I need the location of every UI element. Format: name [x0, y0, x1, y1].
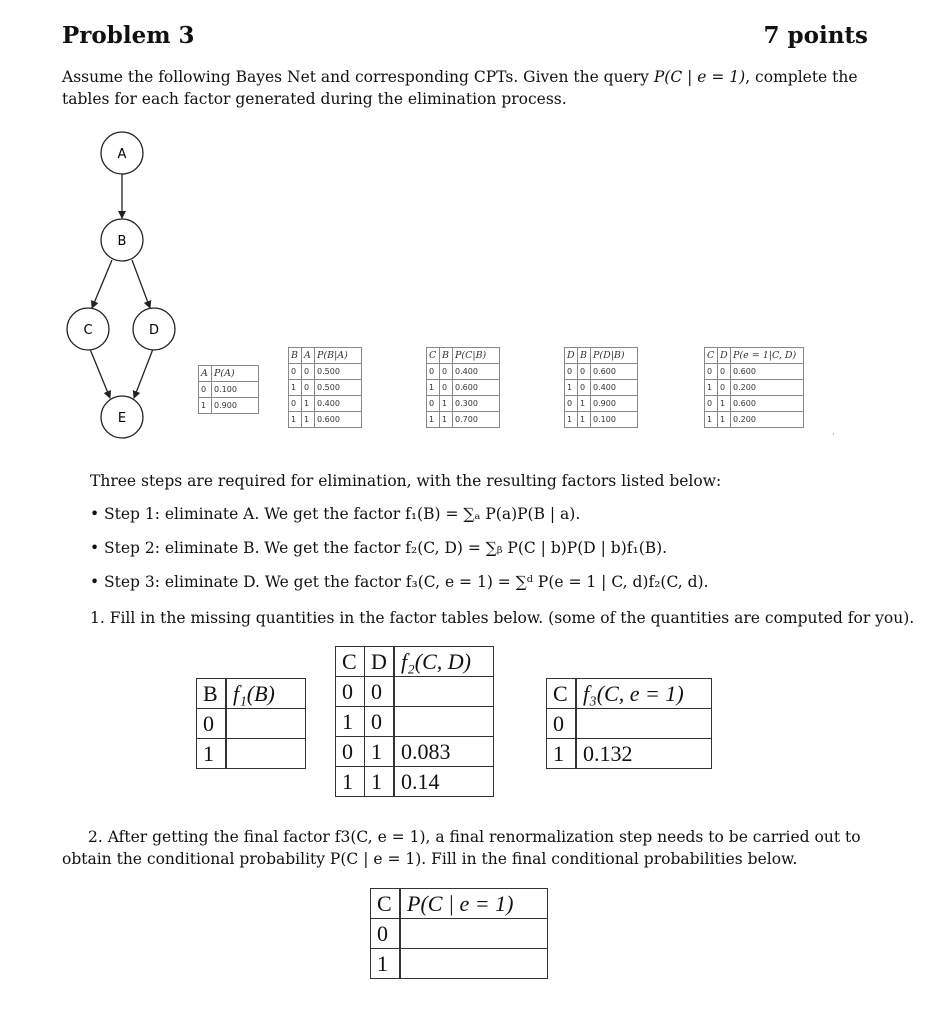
cpt-row	[289, 364, 362, 380]
factor-header-row	[336, 647, 494, 677]
cpt-header-row	[427, 348, 500, 364]
node-e	[101, 396, 143, 438]
cpt-row	[565, 380, 638, 396]
cpt-cell: 0	[427, 396, 440, 412]
factor-header: f₃(C, e = 1)	[576, 679, 712, 709]
step-text: Step 2: eliminate B. We get the factor f₂(C, D) = ∑ᵦ P(C | b)P(D | b)f₁(B).	[104, 539, 668, 557]
cpt-cell: 0	[302, 380, 315, 396]
cpt-header: P(C|B)	[453, 348, 500, 364]
cpt-row	[427, 412, 500, 428]
cpt-row	[427, 396, 500, 412]
cpt-row	[705, 364, 804, 380]
question-1: 1. Fill in the missing quantities in the factor tables below. (some of the quantities are computed for you).	[90, 609, 915, 627]
cpt-cell: 0	[427, 364, 440, 380]
cpt-header: P(D|B)	[591, 348, 638, 364]
stray-mark: ‘	[832, 432, 835, 441]
final-answer-cell[interactable]	[400, 919, 548, 949]
cpt-header: B	[289, 348, 302, 364]
points-label: 7 points	[763, 22, 868, 49]
factor-header: f₂(C, D)	[394, 647, 494, 677]
final-header: C	[371, 889, 401, 919]
cpt-cell: 1	[705, 412, 718, 428]
factor-value-cell: 0.083	[394, 737, 494, 767]
cpt-row	[565, 396, 638, 412]
factor-row	[336, 767, 494, 797]
cpt-cell: 0	[578, 364, 591, 380]
cpt-p-a	[198, 365, 259, 414]
cpt-cell: 1	[565, 380, 578, 396]
factor-row	[197, 709, 306, 739]
factor-table-f3	[546, 678, 712, 769]
cpt-cell: 0.600	[591, 364, 638, 380]
factor-cell: 0	[336, 677, 365, 707]
cpt-cell: 0.100	[212, 382, 259, 398]
factor-cell: 1	[365, 737, 395, 767]
cpt-header: B	[440, 348, 453, 364]
cpt-header: P(e = 1|C, D)	[731, 348, 804, 364]
edge-b-c	[92, 260, 112, 308]
cpt-row	[565, 412, 638, 428]
cpt-cell: 1	[302, 396, 315, 412]
cpt-cell: 0	[565, 396, 578, 412]
factor-value-cell: 0.14	[394, 767, 494, 797]
cpt-row	[199, 398, 259, 414]
cpt-cell: 0.700	[453, 412, 500, 428]
cpt-cell: 0.600	[731, 396, 804, 412]
cpt-header: C	[705, 348, 718, 364]
cpt-cell: 0.600	[453, 380, 500, 396]
question-2: 2. After getting the final factor f3(C, e = 1), a final renormalization step needs to be carried out to obtain the conditional probability P(C | e = 1). Fill in the final conditional probabilities below.	[62, 828, 861, 868]
factor-row	[547, 739, 712, 769]
cpt-cell: 1	[718, 396, 731, 412]
factor-cell: 1	[336, 707, 365, 737]
node-c	[67, 308, 109, 350]
cpt-cell: 0.300	[453, 396, 500, 412]
cpt-header: C	[427, 348, 440, 364]
factor-row	[336, 737, 494, 767]
factor-header-row	[197, 679, 306, 709]
final-cell: 0	[371, 919, 401, 949]
node-c-label: C	[83, 323, 93, 338]
cpt-cell: 0.900	[591, 396, 638, 412]
final-header-row	[371, 889, 548, 919]
cpt-cell: 1	[440, 396, 453, 412]
factor-answer-cell[interactable]	[226, 709, 306, 739]
cpt-cell: 0.400	[453, 364, 500, 380]
cpt-cell: 0	[705, 364, 718, 380]
factor-header: C	[336, 647, 365, 677]
factor-row	[336, 707, 494, 737]
cpt-header: A	[199, 366, 212, 382]
cpt-cell: 1	[718, 412, 731, 428]
node-e-label: E	[117, 411, 127, 426]
cpt-cell: 1	[199, 398, 212, 414]
cpt-cell: 0.600	[315, 412, 362, 428]
final-header: P(C | e = 1)	[400, 889, 548, 919]
cpt-row	[705, 412, 804, 428]
factor-header: C	[547, 679, 577, 709]
factor-header: f₁(B)	[226, 679, 306, 709]
factor-cell: 0	[547, 709, 577, 739]
factor-header: D	[365, 647, 395, 677]
cpt-cell: 0	[705, 396, 718, 412]
cpt-row	[289, 412, 362, 428]
cpt-header-row	[565, 348, 638, 364]
cpt-cell: 0	[718, 380, 731, 396]
cpt-header: D	[718, 348, 731, 364]
bayes-net-graph	[60, 130, 185, 450]
final-row	[371, 919, 548, 949]
edge-d-e	[134, 349, 153, 398]
elimination-intro: Three steps are required for elimination, with the resulting factors listed below:	[90, 472, 722, 490]
factor-cell: 1	[336, 767, 365, 797]
factor-cell: 1	[547, 739, 577, 769]
step-text: Step 3: eliminate D. We get the factor f₃(C, e = 1) = ∑ᵈ P(e = 1 | C, d)f₂(C, d).	[104, 573, 709, 591]
final-cell: 1	[371, 949, 401, 979]
factor-value-cell: 0.132	[576, 739, 712, 769]
cpt-cell: 1	[578, 396, 591, 412]
cpt-cell: 0.200	[731, 412, 804, 428]
factor-answer-cell[interactable]	[394, 707, 494, 737]
factor-header-row	[547, 679, 712, 709]
node-a-label: A	[117, 147, 127, 162]
cpt-cell: 1	[565, 412, 578, 428]
cpt-cell: 0.500	[315, 380, 362, 396]
node-d-label: D	[148, 323, 160, 338]
cpt-header: P(B|A)	[315, 348, 362, 364]
intro-text-1: Assume the following Bayes Net and corresponding CPTs. Given the query	[62, 68, 654, 86]
cpt-cell: 0.900	[212, 398, 259, 414]
cpt-cell: 1	[440, 412, 453, 428]
factor-cell: 1	[365, 767, 395, 797]
cpt-p-d-given-b	[564, 347, 638, 428]
step-3	[90, 573, 709, 591]
cpt-p-b-given-a	[288, 347, 362, 428]
cpt-row	[427, 380, 500, 396]
step-2	[90, 539, 667, 557]
cpt-header-row	[199, 366, 259, 382]
factor-row	[547, 709, 712, 739]
factor-answer-cell[interactable]	[226, 739, 306, 769]
factor-answer-cell[interactable]	[394, 677, 494, 707]
factor-cell: 0	[197, 709, 227, 739]
cpt-p-e-given-c-d	[704, 347, 804, 428]
cpt-cell: 0	[199, 382, 212, 398]
cpt-cell: 1	[705, 380, 718, 396]
final-answer-cell[interactable]	[400, 949, 548, 979]
cpt-cell: 0	[289, 364, 302, 380]
bullet-icon: •	[90, 505, 100, 523]
factor-row	[197, 739, 306, 769]
cpt-cell: 0.400	[315, 396, 362, 412]
cpt-cell: 1	[302, 412, 315, 428]
cpt-cell: 0	[565, 364, 578, 380]
factor-table-f2	[335, 646, 494, 797]
cpt-cell: 0.600	[731, 364, 804, 380]
node-d	[133, 308, 175, 350]
cpt-cell: 0	[289, 396, 302, 412]
cpt-cell: 1	[289, 380, 302, 396]
cpt-header: P(A)	[212, 366, 259, 382]
intro-query: P(C | e = 1)	[653, 68, 746, 86]
edge-b-d	[132, 260, 150, 308]
bullet-icon: •	[90, 539, 100, 557]
factor-table-f1	[196, 678, 306, 769]
cpt-cell: 1	[578, 412, 591, 428]
cpt-p-c-given-b	[426, 347, 500, 428]
factor-cell: 0	[365, 707, 395, 737]
cpt-cell: 1	[289, 412, 302, 428]
final-row	[371, 949, 548, 979]
cpt-row	[199, 382, 259, 398]
factor-answer-cell[interactable]	[576, 709, 712, 739]
cpt-row	[289, 396, 362, 412]
cpt-cell: 0	[578, 380, 591, 396]
cpt-cell: 0.500	[315, 364, 362, 380]
cpt-cell: 0	[718, 364, 731, 380]
bullet-icon: •	[90, 573, 100, 591]
node-b-label: B	[117, 234, 127, 249]
cpt-header-row	[705, 348, 804, 364]
cpt-cell: 0	[440, 380, 453, 396]
edge-c-e	[90, 349, 110, 398]
cpt-row	[705, 380, 804, 396]
factor-cell: 0	[336, 737, 365, 767]
cpt-cell: 1	[427, 412, 440, 428]
step-1	[90, 505, 580, 523]
factor-cell: 0	[365, 677, 395, 707]
cpt-header: D	[565, 348, 578, 364]
cpt-row	[289, 380, 362, 396]
intro-paragraph	[62, 66, 872, 110]
cpt-row	[705, 396, 804, 412]
factor-cell: 1	[197, 739, 227, 769]
step-text: Step 1: eliminate A. We get the factor f₁(B) = ∑ₐ P(a)P(B | a).	[104, 505, 581, 523]
cpt-cell: 0.200	[731, 380, 804, 396]
cpt-cell: 0.400	[591, 380, 638, 396]
factor-header: B	[197, 679, 227, 709]
factor-row	[336, 677, 494, 707]
cpt-row	[427, 364, 500, 380]
cpt-cell: 0	[302, 364, 315, 380]
intro-text-2: , complete the tables for each factor generated during the elimination process.	[62, 68, 858, 108]
problem-title: Problem 3	[62, 22, 195, 49]
node-b	[101, 219, 143, 261]
node-a	[101, 132, 143, 174]
cpt-header: A	[302, 348, 315, 364]
final-probability-table	[370, 888, 548, 979]
cpt-cell: 0	[440, 364, 453, 380]
cpt-header: B	[578, 348, 591, 364]
cpt-header-row	[289, 348, 362, 364]
cpt-cell: 0.100	[591, 412, 638, 428]
cpt-cell: 1	[427, 380, 440, 396]
cpt-row	[565, 364, 638, 380]
